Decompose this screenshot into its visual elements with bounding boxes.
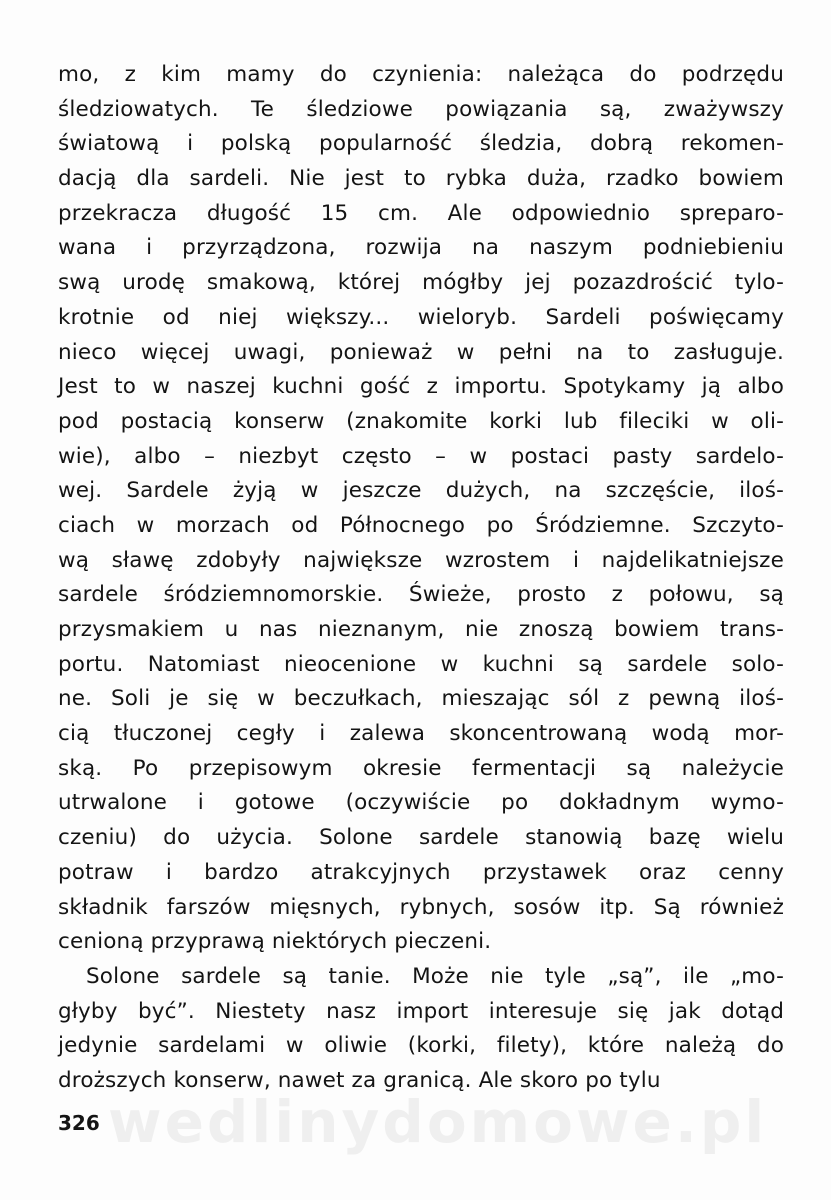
text-line: ne. Soli je się w beczułkach, mieszając sól z pewną iloś- bbox=[58, 686, 784, 712]
paragraph-2 bbox=[58, 960, 784, 1099]
text-line: mo, z kim mamy do czynienia: należąca do podrzędu bbox=[58, 62, 784, 87]
text-line: Solone sardele są tanie. Może nie tyle „są”, ile „mo- bbox=[86, 963, 784, 989]
text-line: jedynie sardelami w oliwie (korki, filety), które należą do bbox=[58, 1033, 784, 1059]
text-line: przysmakiem u nas nieznanym, nie znoszą bowiem trans- bbox=[58, 617, 784, 642]
page-number: 326 bbox=[58, 1111, 100, 1135]
text-line: potraw i bardzo atrakcyjnych przystawek oraz cenny bbox=[58, 859, 784, 885]
watermark: wedlinydomowe.pl bbox=[108, 1088, 768, 1156]
body-text bbox=[58, 58, 784, 1099]
text-line: składnik farszów mięsnych, rybnych, sosów itp. Są również bbox=[58, 894, 784, 920]
text-line: wej. Sardele żyją w jeszcze dużych, na szczęście, iloś- bbox=[58, 478, 784, 504]
text-line: portu. Natomiast nieocenione w kuchni są sardele solo- bbox=[58, 651, 784, 677]
text-line: wą sławę zdobyły największe wzrostem i najdelikatniejsze bbox=[58, 547, 784, 573]
text-line: czeniu) do użycia. Solone sardele stanowią bazę wielu bbox=[58, 825, 784, 851]
text-line: cią tłuczonej cegły i zalewa skoncentrowaną wodą mor- bbox=[58, 721, 784, 747]
text-line: światową i polską popularność śledzia, dobrą rekomen- bbox=[58, 131, 784, 157]
text-line: śledziowatych. Te śledziowe powiązania są, zważywszy bbox=[58, 96, 784, 122]
text-line: cenioną przyprawą niektórych pieczeni. bbox=[58, 929, 492, 955]
paragraph-1 bbox=[58, 58, 784, 960]
text-line: głyby być”. Niestety nasz import interesuje się jak dotąd bbox=[58, 998, 784, 1024]
text-line: ciach w morzach od Północnego po Śródziemne. Szczyto- bbox=[58, 512, 784, 538]
text-line: sardele śródziemnomorskie. Świeże, prosto z połowu, są bbox=[58, 582, 784, 608]
text-line: nieco więcej uwagi, ponieważ w pełni na to zasługuje. bbox=[58, 339, 784, 365]
text-line: droższych konserw, nawet za granicą. Ale skoro po tylu bbox=[58, 1067, 661, 1093]
text-line: dacją dla sardeli. Nie jest to rybka duża, rzadko bowiem bbox=[58, 166, 784, 192]
text-line: wana i przyrządzona, rozwija na naszym podniebieniu bbox=[58, 235, 784, 261]
text-line: swą urodę smakową, której mógłby jej pozazdrościć tylo- bbox=[58, 270, 784, 296]
text-line: utrwalone i gotowe (oczywiście po dokładnym wymo- bbox=[58, 790, 784, 816]
text-line: Jest to w naszej kuchni gość z importu. Spotykamy ją albo bbox=[58, 374, 784, 400]
text-line: ską. Po przepisowym okresie fermentacji są należycie bbox=[58, 755, 784, 781]
text-line: wie), albo – niezbyt często – w postaci pasty sardelo- bbox=[58, 443, 784, 469]
text-line: przekracza długość 15 cm. Ale odpowiednio spreparo- bbox=[58, 200, 784, 226]
text-line: krotnie od niej większy... wieloryb. Sardeli poświęcamy bbox=[58, 304, 784, 330]
text-line: pod postacią konserw (znakomite korki lub fileciki w oli- bbox=[58, 408, 784, 434]
